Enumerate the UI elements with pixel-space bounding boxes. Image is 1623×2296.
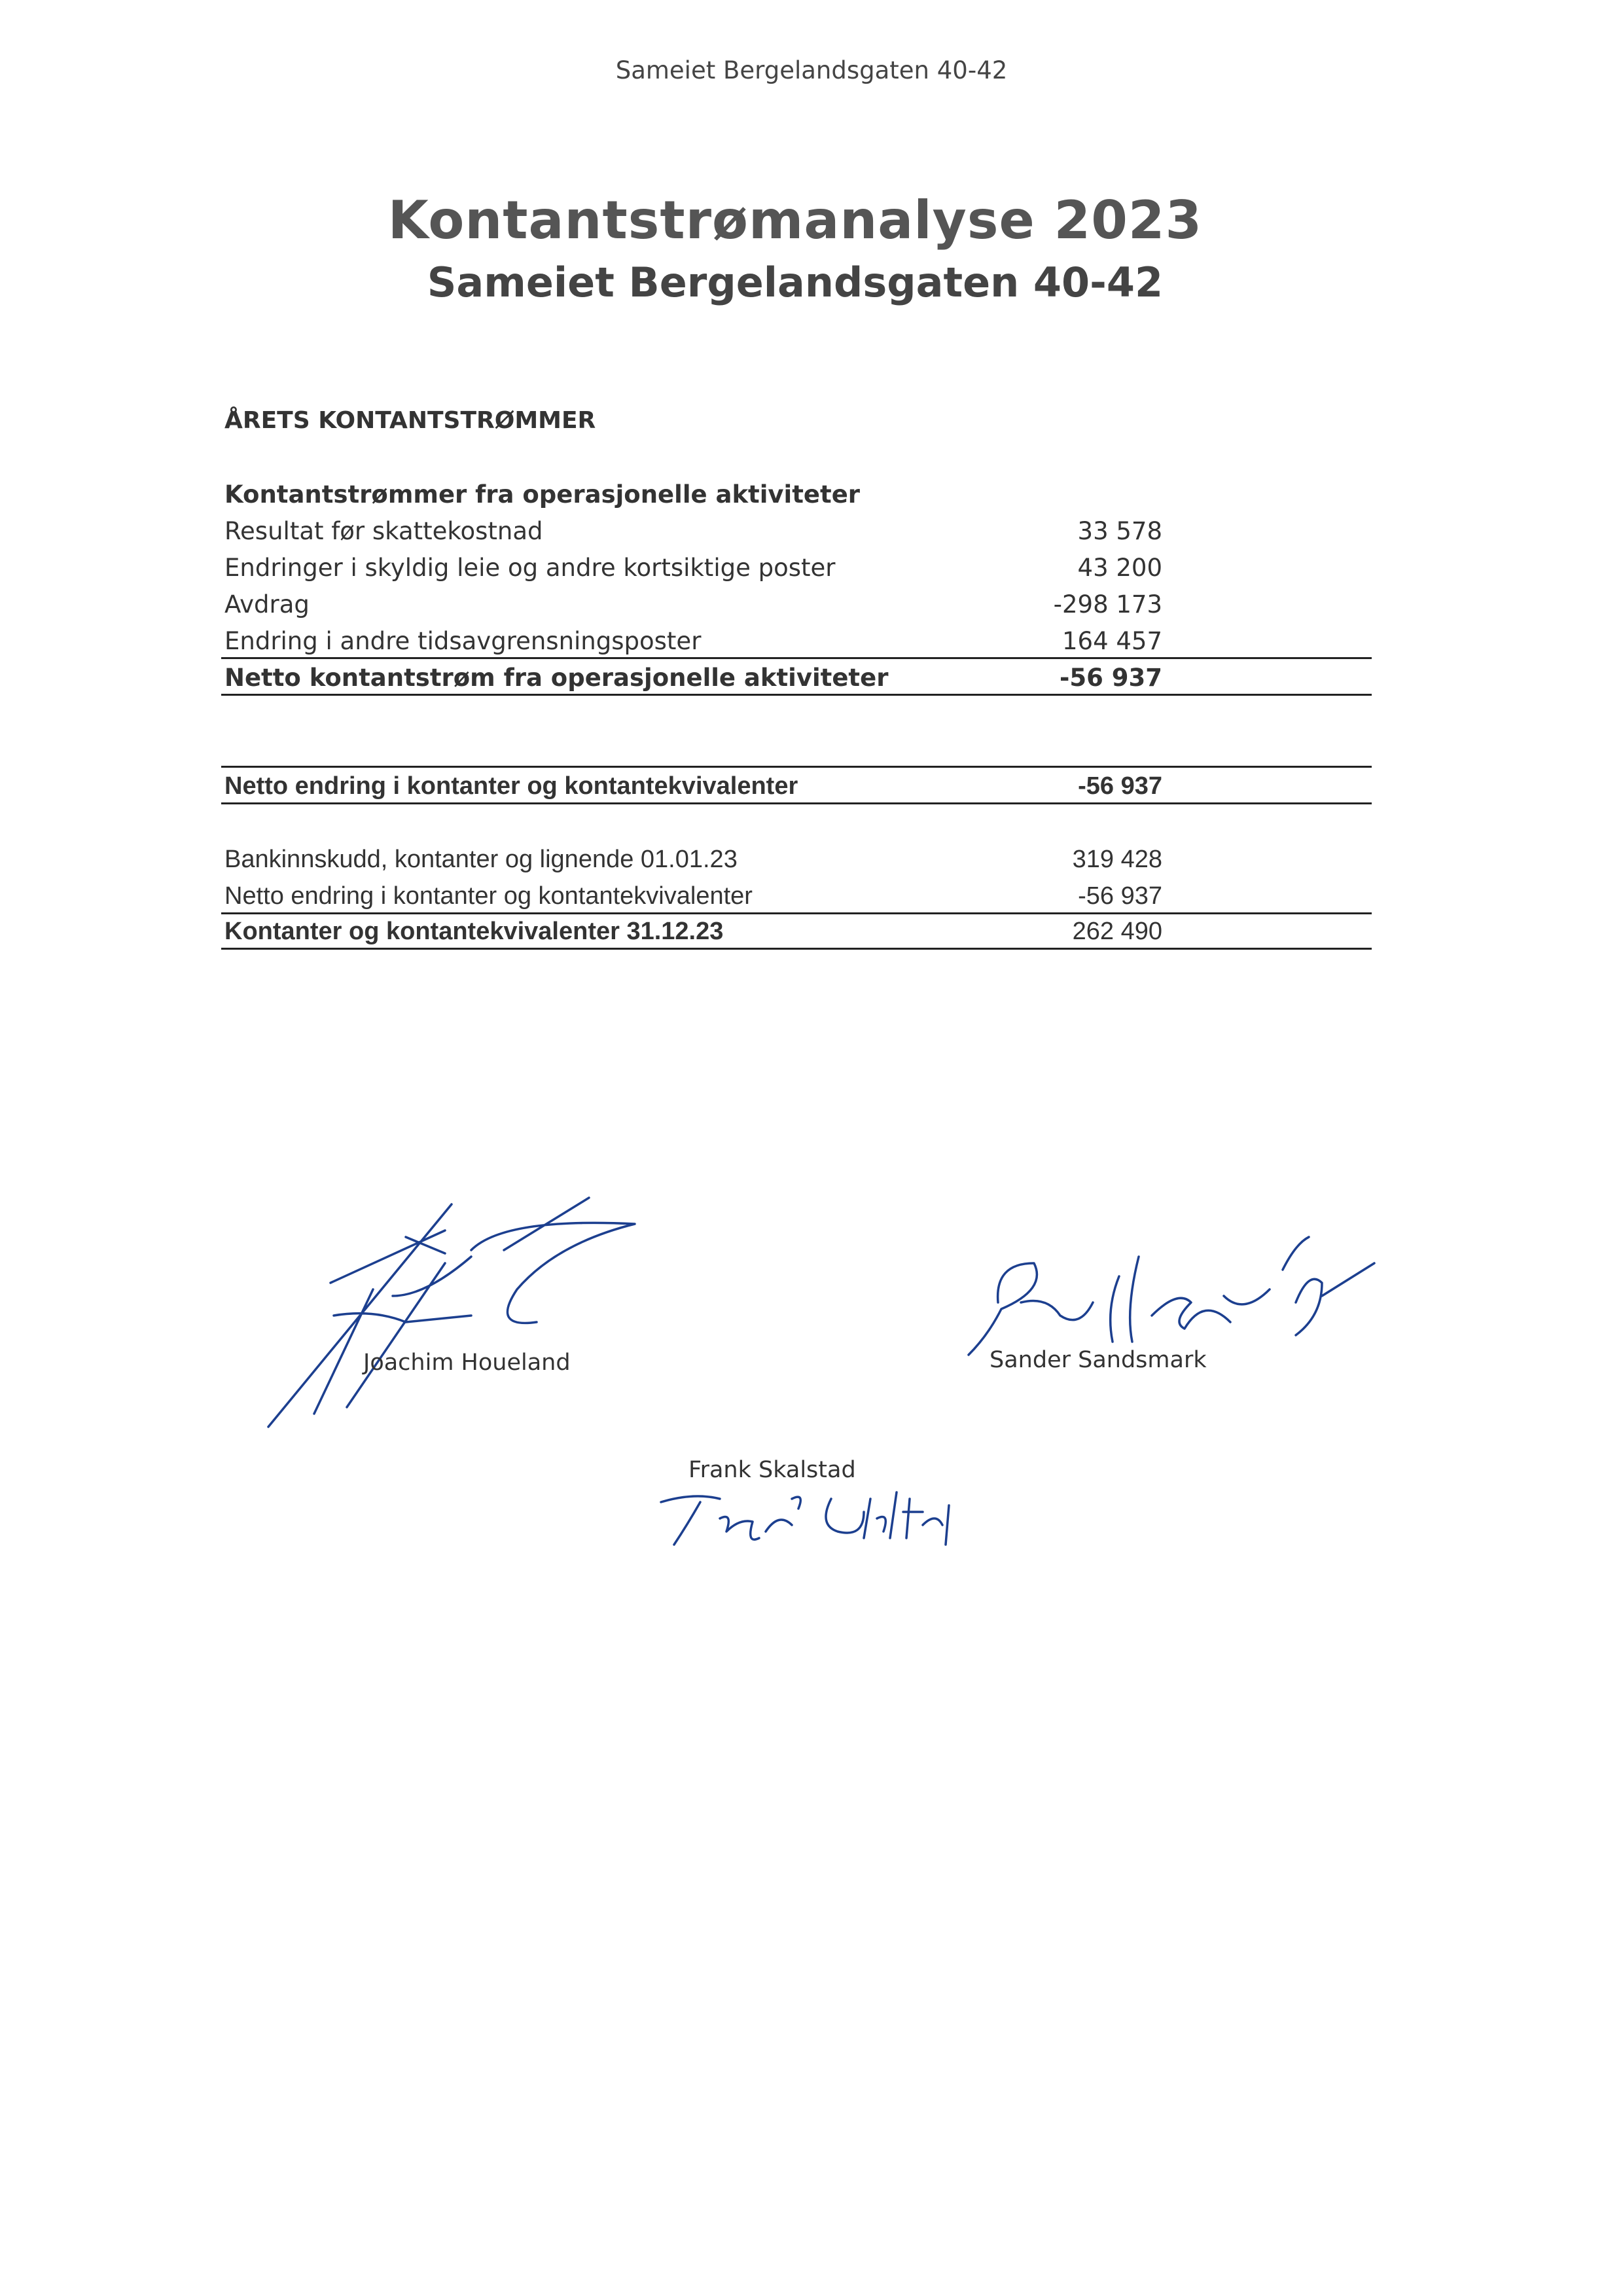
row-value: 33 578 — [1077, 517, 1162, 545]
rule-line — [221, 694, 1372, 696]
row-label: Netto endring i kontanter og kontantekvivalenter — [224, 882, 753, 910]
cash-total-value: 262 490 — [1072, 918, 1162, 945]
cash-total-label: Kontanter og kontantekvivalenter 31.12.23 — [224, 918, 724, 945]
signature-1-scribble — [255, 1191, 661, 1440]
row-label: Avdrag — [224, 590, 310, 619]
rule-line — [221, 657, 1372, 659]
row-label: Bankinnskudd, kontanter og lignende 01.01.23 — [224, 846, 738, 873]
signature-3-name: Frank Skalstad — [688, 1457, 856, 1483]
row-value: 319 428 — [1072, 846, 1162, 873]
document-title: Kontantstrømanalyse 2023 — [387, 190, 1203, 251]
signature-2-name: Sander Sandsmark — [990, 1347, 1207, 1373]
row-label: Endringer i skyldig leie og andre kortsiktige poster — [224, 554, 836, 582]
section-heading: ÅRETS KONTANTSTRØMMER — [224, 407, 596, 434]
rule-line — [221, 802, 1372, 804]
document-subtitle: Sameiet Bergelandsgaten 40-42 — [427, 259, 1164, 306]
row-value: -298 173 — [1053, 590, 1162, 619]
total-label: Netto kontantstrøm fra operasjonelle aktiviteter — [224, 664, 889, 692]
row-value: 43 200 — [1077, 554, 1162, 582]
rule-line — [221, 912, 1372, 914]
signature-1-name: Joachim Houeland — [363, 1350, 571, 1376]
row-label: Endring i andre tidsavgrensningsposter — [224, 627, 702, 655]
rule-line — [221, 766, 1372, 768]
signature-2-scribble — [955, 1217, 1387, 1368]
row-label: Resultat før skattekostnad — [224, 517, 543, 545]
total-value: -56 937 — [1060, 664, 1162, 692]
signature-3-scribble — [648, 1473, 988, 1558]
row-value: -56 937 — [1078, 882, 1162, 910]
rule-line — [221, 948, 1372, 950]
net-change-value: -56 937 — [1078, 772, 1162, 800]
row-value: 164 457 — [1061, 627, 1162, 655]
operations-heading: Kontantstrømmer fra operasjonelle aktiviteter — [224, 480, 861, 509]
page-header: Sameiet Bergelandsgaten 40-42 — [615, 56, 1008, 84]
net-change-label: Netto endring i kontanter og kontantekvivalenter — [224, 772, 798, 800]
